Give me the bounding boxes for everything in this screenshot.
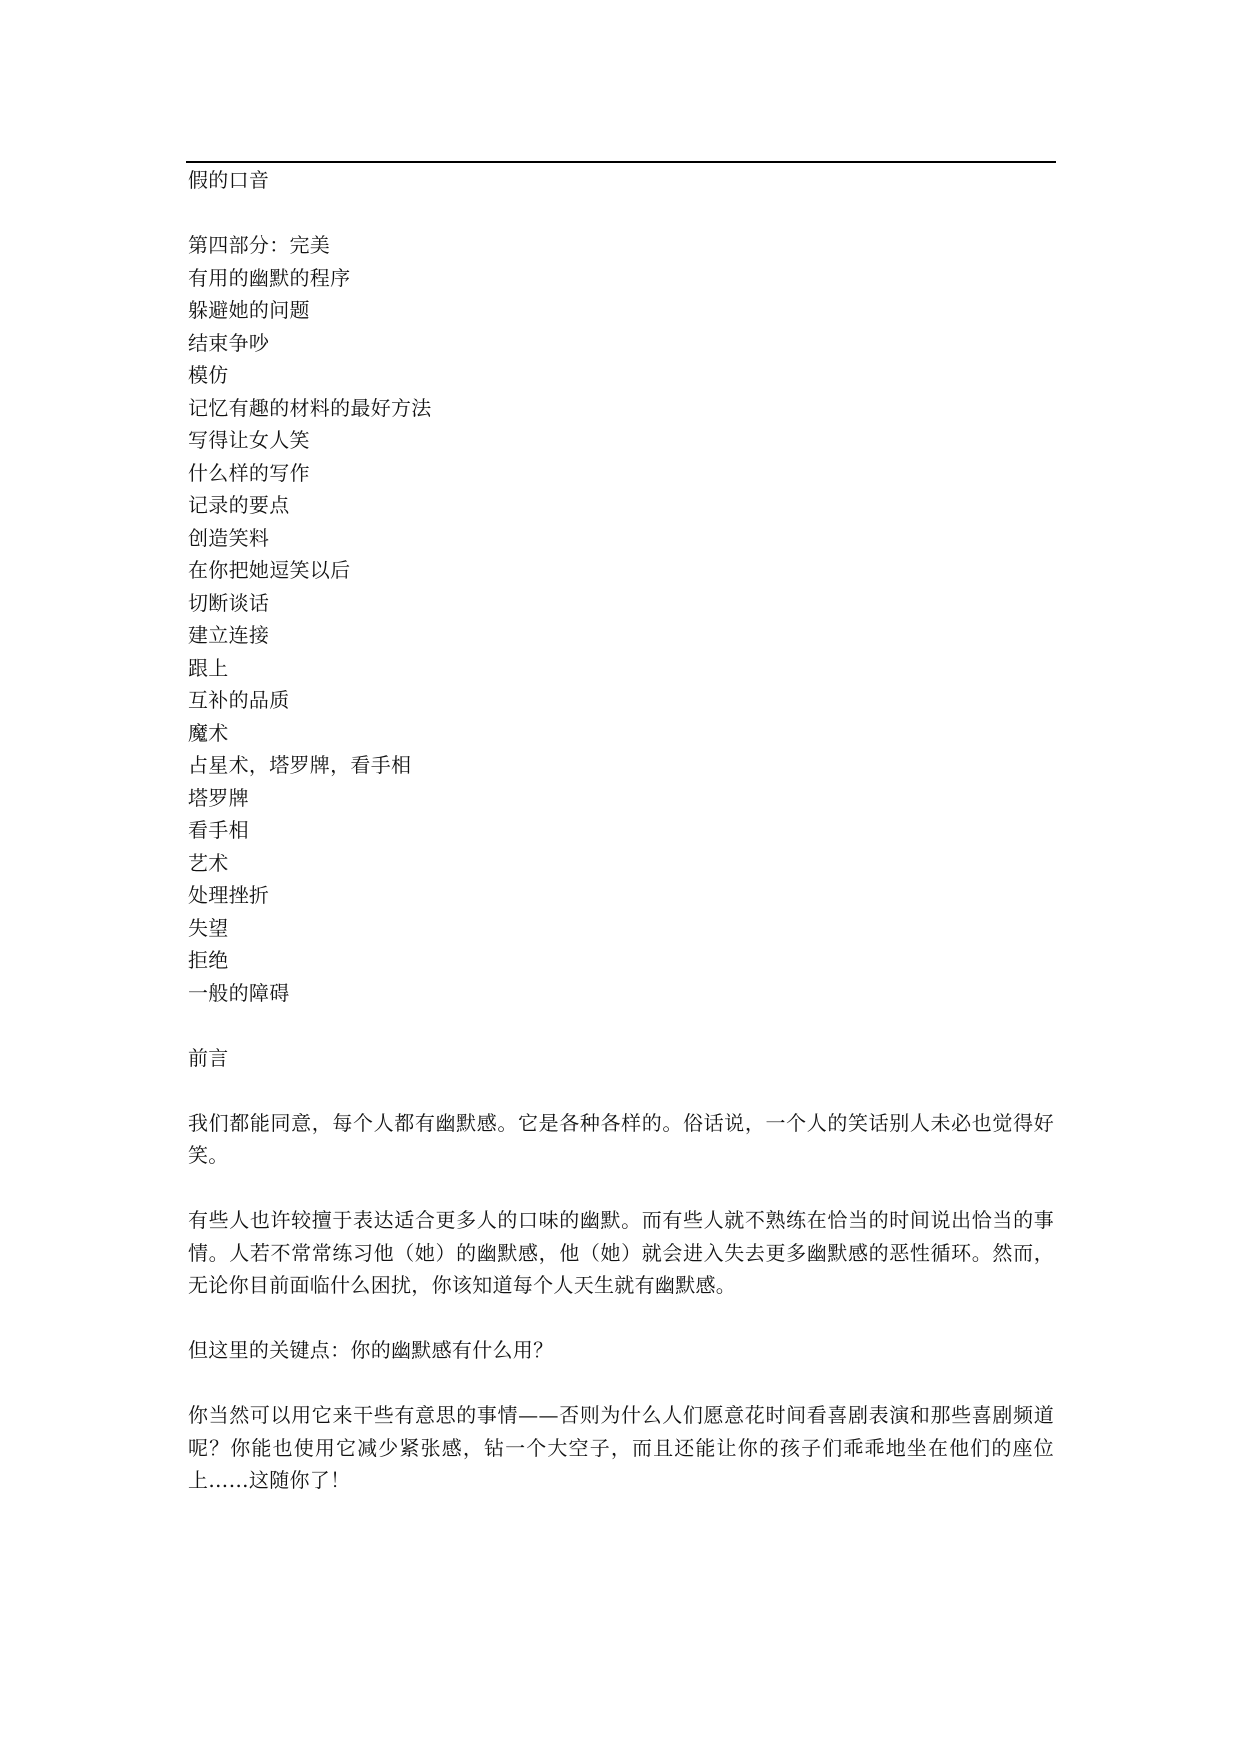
toc-item: 结束争吵 — [188, 330, 270, 355]
spacer — [188, 1172, 1054, 1205]
document-body — [188, 164, 1054, 1497]
toc-item: 切断谈话 — [188, 590, 270, 615]
spacer — [188, 1302, 1054, 1335]
toc-item: 处理挫折 — [188, 883, 270, 907]
toc-item: 拒绝 — [188, 948, 229, 972]
toc-item: 记忆有趣的材料的最好方法 — [188, 395, 432, 420]
toc-item: 一般的障碍 — [188, 980, 290, 1005]
spacer — [188, 1367, 1054, 1400]
table-of-contents — [188, 229, 1054, 1009]
toc-item: 第四部分：完美 — [188, 233, 331, 257]
toc-item: 模仿 — [188, 363, 229, 387]
toc-item: 什么样的写作 — [188, 460, 310, 485]
toc-item: 跟上 — [188, 655, 229, 680]
spacer — [188, 1009, 1054, 1042]
body-paragraph: 你当然可以用它来干些有意思的事情——否则为什么人们愿意花时间看喜剧表演和那些喜剧频道呢？你能也使用它减少紧张感，钻一个大空子，而且还能让你的孩子们乖乖地坐在他们的座位上……这随你了！ — [188, 1403, 1054, 1492]
toc-item: 艺术 — [188, 850, 229, 875]
body-paragraph: 但这里的关键点：你的幽默感有什么用？ — [188, 1338, 554, 1362]
body-paragraph: 有些人也许较擅于表达适合更多人的口味的幽默。而有些人就不熟练在恰当的时间说出恰当的事情。人若不常常练习他（她）的幽默感，他（她）就会进入失去更多幽默感的恶性循环。然而，无论你目前面临什么困扰，你该知道每个人天生就有幽默感。 — [188, 1208, 1054, 1297]
toc-item: 占星术，塔罗牌，看手相 — [188, 753, 412, 777]
toc-item: 有用的幽默的程序 — [188, 265, 351, 290]
header-rule — [186, 161, 1056, 163]
body-paragraph: 我们都能同意，每个人都有幽默感。它是各种各样的。俗话说，一个人的笑话别人未必也觉得好笑。 — [188, 1110, 1054, 1167]
toc-item: 写得让女人笑 — [188, 428, 310, 452]
toc-item: 塔罗牌 — [188, 785, 249, 810]
page-heading: 假的口音 — [188, 168, 270, 192]
toc-item: 互补的品质 — [188, 688, 290, 712]
toc-item: 建立连接 — [188, 623, 270, 647]
toc-item: 躲避她的问题 — [188, 298, 310, 322]
toc-item: 创造笑料 — [188, 525, 270, 550]
spacer — [188, 197, 1054, 230]
toc-item: 记录的要点 — [188, 493, 290, 517]
section-title: 前言 — [188, 1045, 229, 1070]
toc-item: 在你把她逗笑以后 — [188, 558, 351, 582]
toc-item: 魔术 — [188, 720, 229, 745]
spacer — [188, 1074, 1054, 1107]
toc-item: 失望 — [188, 915, 229, 940]
toc-item: 看手相 — [188, 818, 249, 842]
